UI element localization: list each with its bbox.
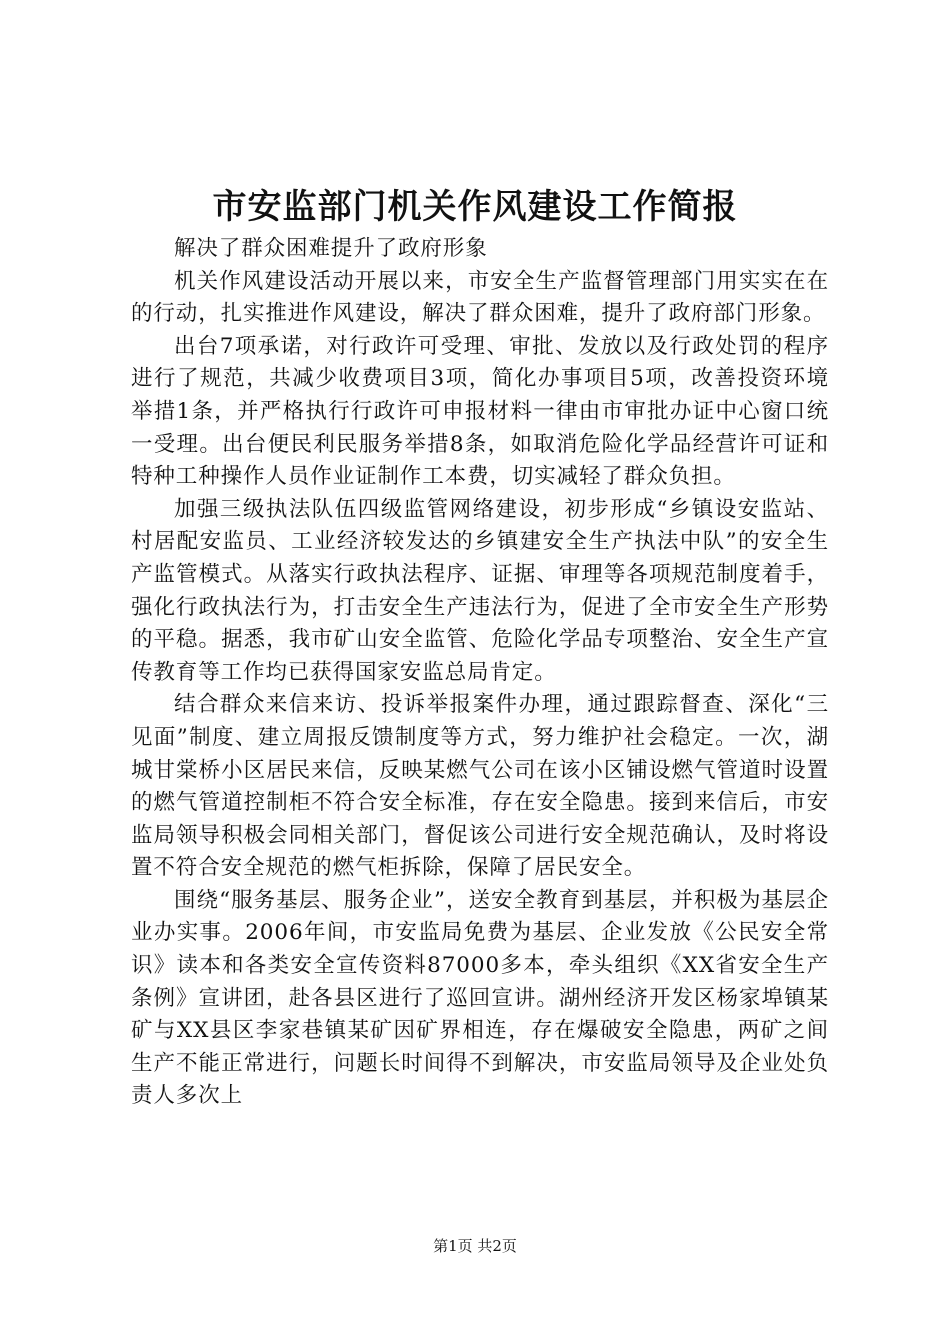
document-body xyxy=(131,233,829,1113)
body-paragraph: 结合群众来信来访、投诉举报案件办理，通过跟踪督查、深化“三见面”制度、建立周报反馈制度等方式，努力维护社会稳定。一次，湖城甘棠桥小区居民来信，反映某燃气公司在该小区铺设燃气管道时设置的燃气管道控制柜不符合安全标准，存在安全隐患。接到来信后，市安监局领导积极会同相关部门，督促该公司进行安全规范确认，及时将设置不符合安全规范的燃气柜拆除，保障了居民安全。 xyxy=(131,692,829,881)
body-paragraph: 加强三级执法队伍四级监管网络建设，初步形成“乡镇设安监站、村居配安监员、工业经济较发达的乡镇建安全生产执法中队”的安全生产监管模式。从落实行政执法程序、证据、审理等各项规范制度着手，强化行政执法行为，打击安全生产违法行为，促进了全市安全生产形势的平稳。据悉，我市矿山安全监管、危险化学品专项整治、安全生产宣传教育等工作均已获得国家安监总局肯定。 xyxy=(131,496,829,685)
body-paragraph: 围绕“服务基层、服务企业”，送安全教育到基层，并积极为基层企业办实事。2006年间，市安监局免费为基层、企业发放《公民安全常识》读本和各类安全宣传资料87000多本，牵头组织《XX省安全生产条例》宣讲团，赴各县区进行了巡回宣讲。湖州经济开发区杨家埠镇某矿与XX县区李家巷镇某矿因矿界相连，存在爆破安全隐患，两矿之间生产不能正常进行，问题长时间得不到解决，市安监局领导及企业处负责人多次上 xyxy=(131,887,829,1109)
subtitle-paragraph: 解决了群众困难提升了政府形象 xyxy=(174,236,488,261)
body-paragraph: 出台7项承诺，对行政许可受理、审批、发放以及行政处罚的程序进行了规范，共减少收费项目3项，简化办事项目5项，改善投资环境举措1条，并严格执行行政许可申报材料一律由市审批办证中心窗口统一受理。出台便民利民服务举措8条，如取消危险化学品经营许可证和特种工种操作人员作业证制作工本费，切实减轻了群众负担。 xyxy=(131,333,829,490)
page-number-indicator: 第1页 共2页 xyxy=(433,1237,517,1255)
document-title: 市安监部门机关作风建设工作简报 xyxy=(212,187,738,227)
body-paragraph: 机关作风建设活动开展以来，市安全生产监督管理部门用实实在在的行动，扎实推进作风建设，解决了群众困难，提升了政府部门形象。 xyxy=(131,268,829,327)
page-footer xyxy=(0,1236,950,1256)
